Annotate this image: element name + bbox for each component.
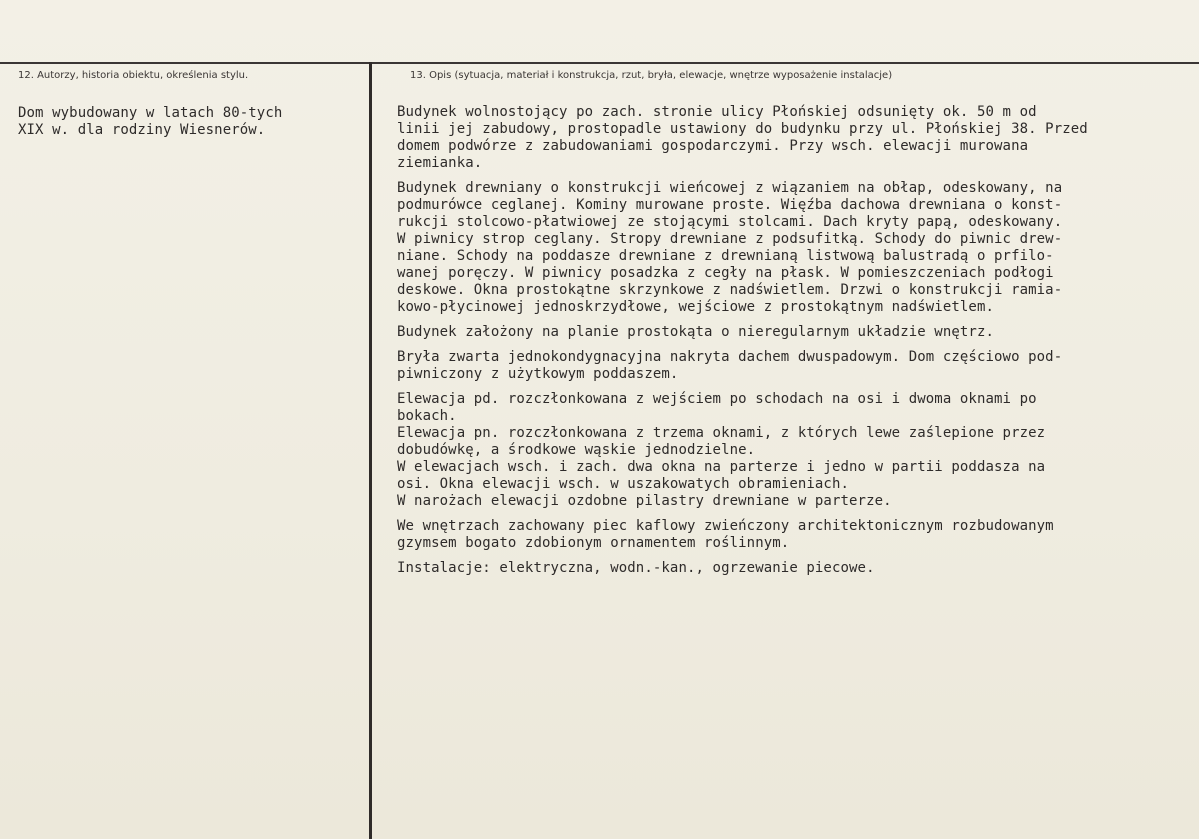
paragraph-location: Budynek wolnostojący po zach. stronie ulicy Płońskiej odsunięty ok. 50 m od linii jej zabudowy, prostopadle ustawiony do budynku przy ul. Płońskiej 38. Przed domem podwórze z zabudowaniami gospodarczymi. Przy wsch. elewacji murowana ziemianka. (397, 104, 1088, 171)
top-rule (0, 62, 1199, 64)
paragraph-elevations: Elewacja pd. rozczłonkowana z wejściem po schodach na osi i dwoma oknami po bokach. Elewacja pn. rozczłonkowana z trzema oknami, z których lewe zaślepione przez dobudówkę, a środkowe wąskie jednodzielne. W elewacjach wsch. i zach. dwa okna na parterze i jedno w partii poddasza na osi. Okna elewacji wsch. w uszakowatych obramieniach. W narożach elewacji ozdobne pilastry drewniane w parterze. (397, 391, 1046, 509)
paragraph-installations: Instalacje: elektryczna, wodn.-kan., ogrzewanie piecowe. (397, 560, 875, 576)
description-text (397, 104, 1187, 577)
paragraph-plan: Budynek założony na planie prostokąta o nieregularnym układzie wnętrz. (397, 324, 995, 340)
right-column-header: 13. Opis (sytuacja, materiał i konstrukcja, rzut, bryła, elewacje, wnętrze wyposażenie instalacje) (410, 70, 893, 81)
history-text: Dom wybudowany w latach 80-tych XIX w. dla rodziny Wiesnerów. (18, 105, 283, 138)
column-divider (369, 62, 372, 839)
left-column-header: 12. Autorzy, historia obiektu, określenia stylu. (18, 70, 249, 81)
paragraph-construction: Budynek drewniany o konstrukcji wieńcowej z wiązaniem na obłap, odeskowany, na podmurówce ceglanej. Kominy murowane proste. Więźba dachowa drewniana o konst- rukcji stolcowo-płatwiowej ze stojącymi stolcami. Dach kryty papą, odeskowany. W piwnicy strop ceglany. Stropy drewniane z podsufitką. Schody do piwnic drew- niane. Schody na poddasze drewniane z drewnianą listwową balustradą o prfilo- wanej poręczy. W piwnicy posadzka z cegły na płask. W pomieszczeniach podłogi deskowe. Okna prostokątne skrzynkowe z nadświetlem. Drzwi o konstrukcji ramia- kowo-płycinowej jednoskrzydłowe, wejściowe z prostokątnym nadświetlem. (397, 180, 1063, 315)
paragraph-interior: We wnętrzach zachowany piec kaflowy zwieńczony architektonicznym rozbudowanym gzymsem bogato zdobionym ornamentem roślinnym. (397, 518, 1054, 551)
paragraph-form: Bryła zwarta jednokondygnacyjna nakryta dachem dwuspadowym. Dom częściowo pod- piwniczony z użytkowym poddaszem. (397, 349, 1063, 382)
